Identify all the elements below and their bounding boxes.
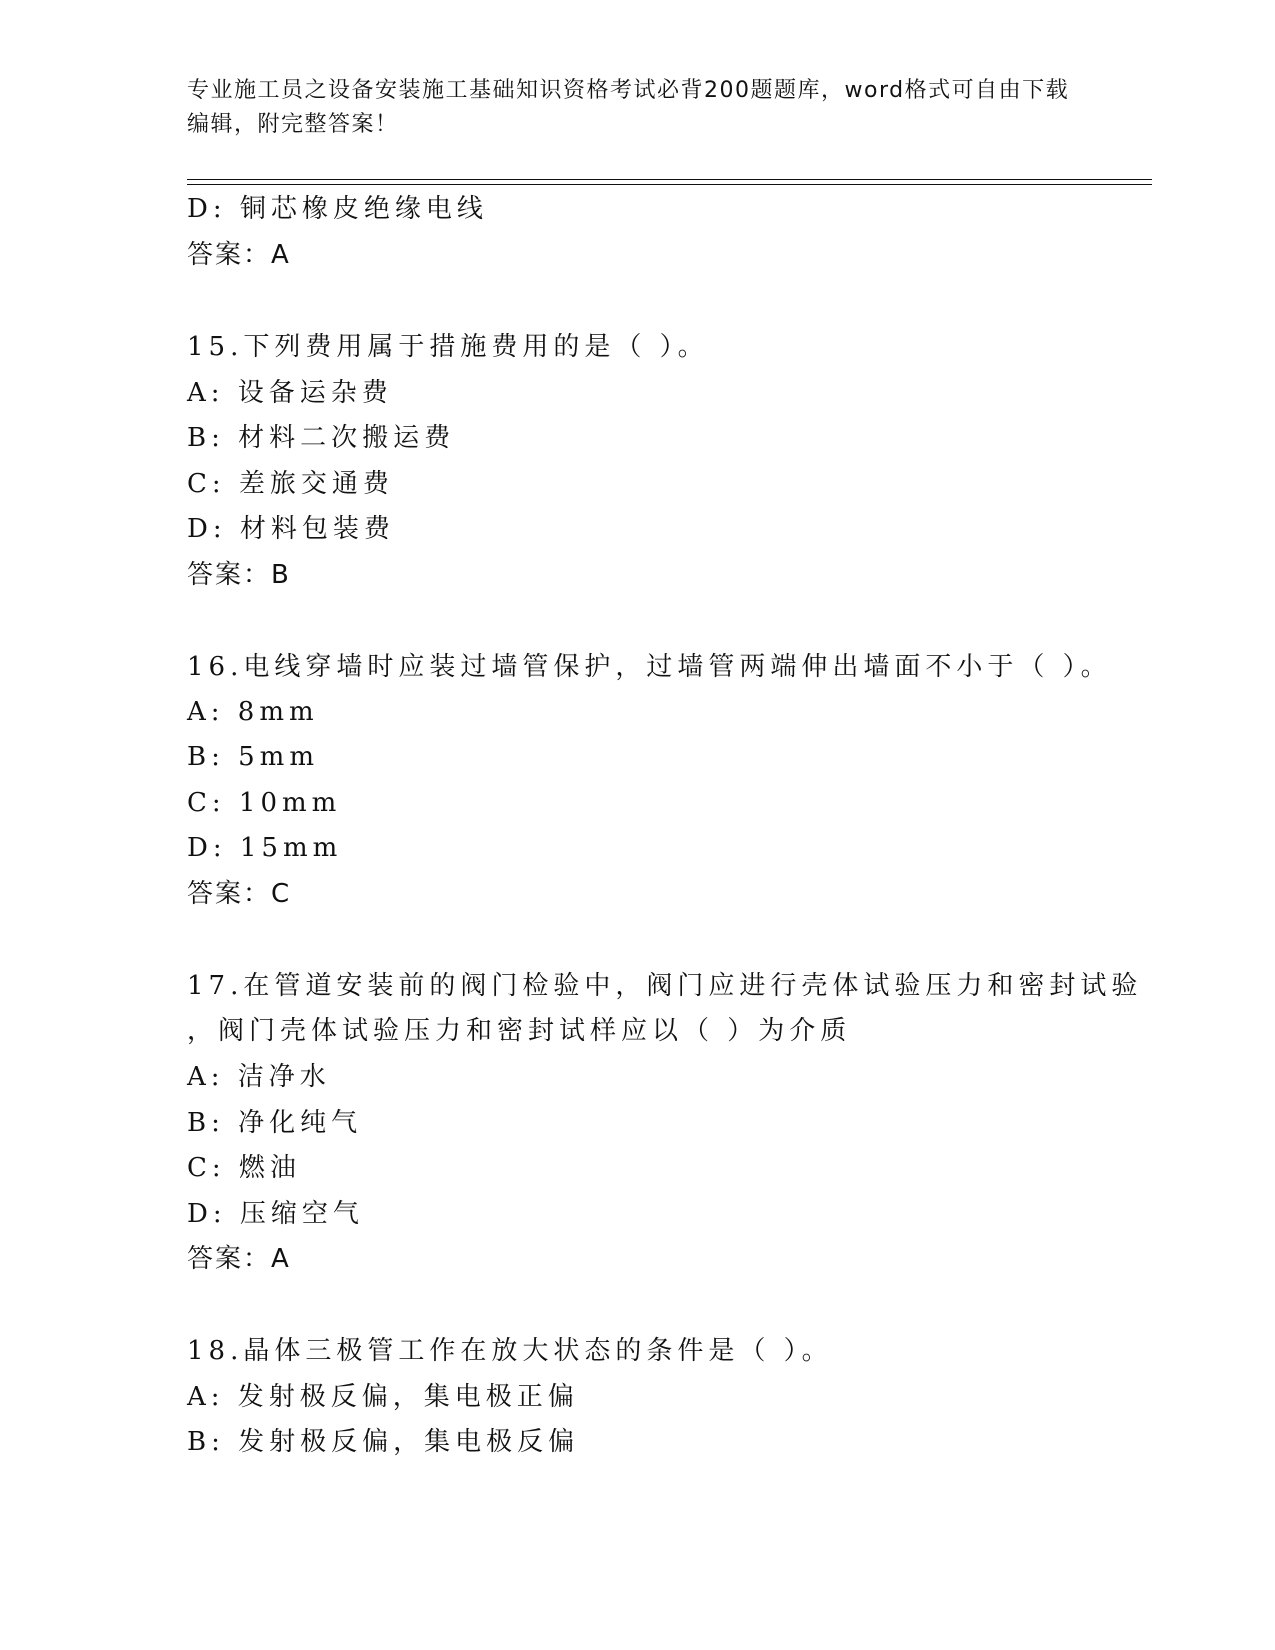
answer-line: 答案：C bbox=[187, 879, 292, 909]
option-text: D: 压缩空气 bbox=[187, 1199, 364, 1229]
question-text: 18.晶体三极管工作在放大状态的条件是（ ）。 bbox=[187, 1336, 833, 1366]
option-text: A: 发射极反偏，集电极正偏 bbox=[187, 1382, 579, 1412]
option-text: B: 发射极反偏，集电极反偏 bbox=[187, 1427, 580, 1457]
option-text: B: 净化纯气 bbox=[187, 1108, 363, 1138]
option-text: C: 差旅交通费 bbox=[187, 469, 394, 499]
option-text: D: 15mm bbox=[187, 833, 343, 863]
question-text: 16.电线穿墙时应装过墙管保护，过墙管两端伸出墙面不小于（ ）。 bbox=[187, 652, 1112, 682]
option-text: D: 材料包装费 bbox=[187, 514, 395, 544]
option-text: A: 8mm bbox=[187, 697, 319, 727]
question-text: ，阀门壳体试验压力和密封试样应以（ ）为介质 bbox=[187, 1016, 852, 1046]
option-text: D: 铜芯橡皮绝缘电线 bbox=[187, 194, 488, 224]
option-text: B: 材料二次搬运费 bbox=[187, 423, 456, 453]
header-rule-top bbox=[187, 179, 1152, 180]
question-text: 17.在管道安装前的阀门检验中，阀门应进行壳体试验压力和密封试验 bbox=[187, 971, 1143, 1001]
answer-line: 答案：A bbox=[187, 1244, 291, 1274]
answer-line: 答案：B bbox=[187, 560, 291, 590]
document-header: 专业施工员之设备安装施工基础知识资格考试必背200题题库，word格式可自由下载编辑，附完整答案！ bbox=[187, 78, 1070, 137]
question-text: 15.下列费用属于措施费用的是（ ）。 bbox=[187, 332, 709, 362]
option-text: A: 设备运杂费 bbox=[187, 378, 393, 408]
option-text: C: 10mm bbox=[187, 788, 342, 818]
answer-line: 答案：A bbox=[187, 240, 291, 270]
header-rule-bottom bbox=[187, 184, 1152, 185]
option-text: B: 5mm bbox=[187, 742, 319, 772]
option-text: C: 燃油 bbox=[187, 1153, 301, 1183]
option-text: A: 洁净水 bbox=[187, 1062, 331, 1092]
